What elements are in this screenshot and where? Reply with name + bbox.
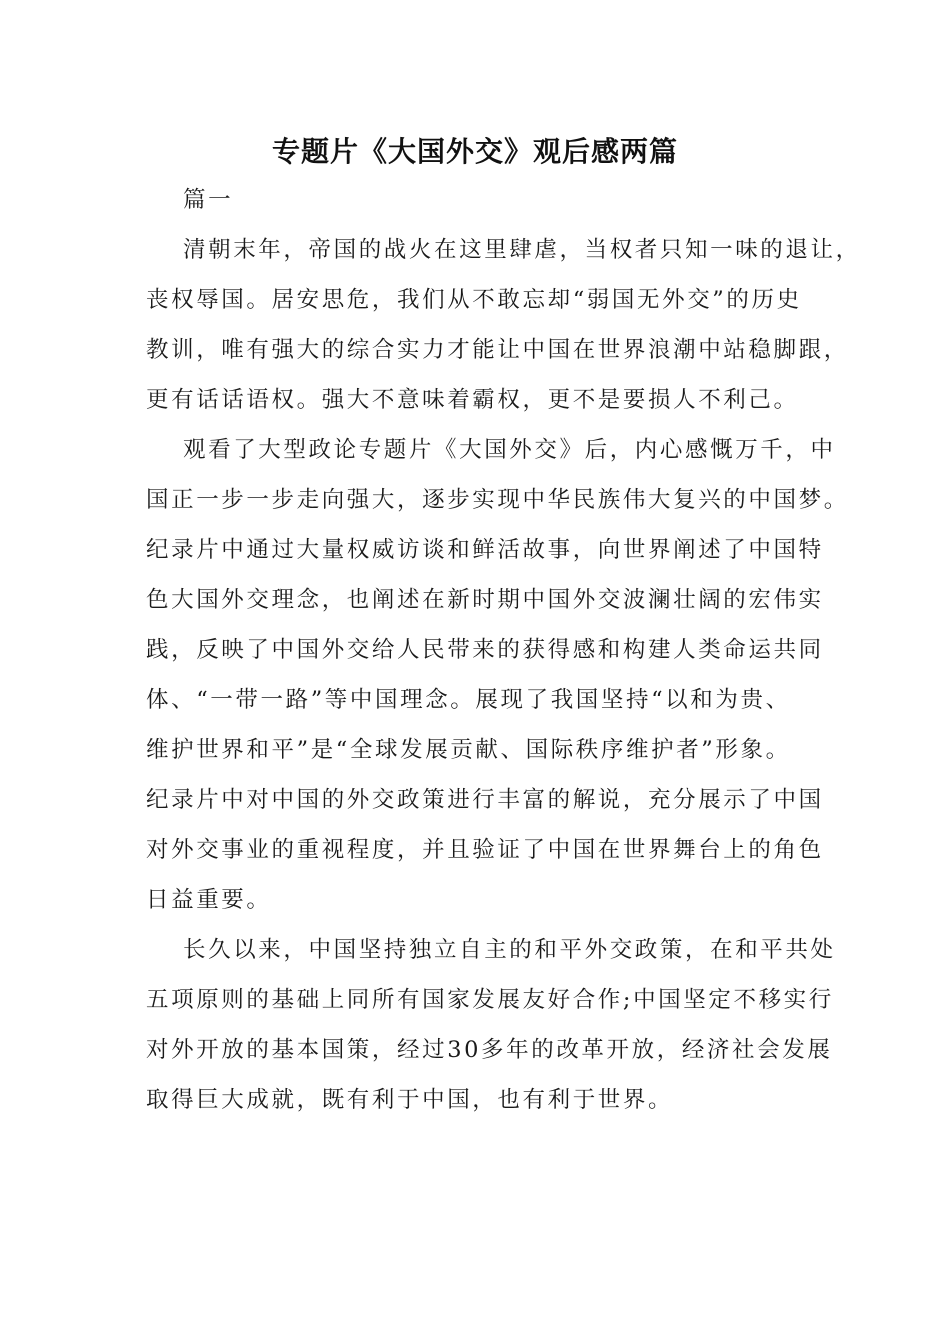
paragraph-line: 色大国外交理念，也阐述在新时期中国外交波澜壮阔的宏伟实 xyxy=(146,587,824,613)
paragraph-line: 对外开放的基本国策，经过30多年的改革开放，经济社会发展 xyxy=(146,1037,833,1063)
paragraph-line: 更有话话语权。强大不意味着霸权，更不是要损人不利己。 xyxy=(146,387,799,413)
paragraph-line: 日益重要。 xyxy=(146,887,272,913)
paragraph-line: 观看了大型政论专题片《大国外交》后，内心感慨万千，中 xyxy=(183,437,836,463)
section-label: 篇一 xyxy=(183,187,234,213)
paragraph-line: 取得巨大成就，既有利于中国，也有利于世界。 xyxy=(146,1087,674,1113)
paragraph-line: 对外交事业的重视程度，并且验证了中国在世界舞台上的角色 xyxy=(146,837,824,863)
paragraph-line: 国正一步一步走向强大，逐步实现中华民族伟大复兴的中国梦。 xyxy=(146,487,849,513)
document-title: 专题片《大国外交》观后感两篇 xyxy=(271,135,678,168)
paragraph-line: 体、“一带一路”等中国理念。展现了我国坚持“以和为贵、 xyxy=(146,687,791,713)
paragraph-line: 五项原则的基础上同所有国家发展友好合作;中国坚定不移实行 xyxy=(146,987,834,1013)
paragraph-line: 维护世界和平”是“全球发展贡献、国际秩序维护者”形象。 xyxy=(146,737,791,763)
paragraph-line: 长久以来，中国坚持独立自主的和平外交政策，在和平共处 xyxy=(183,937,836,963)
paragraph-line: 丧权辱国。居安思危，我们从不敢忘却“弱国无外交”的历史 xyxy=(146,287,802,313)
paragraph-line: 纪录片中对中国的外交政策进行丰富的解说，充分展示了中国 xyxy=(146,787,824,813)
paragraph-line: 清朝末年，帝国的战火在这里肆虐，当权者只知一味的退让， xyxy=(183,237,861,263)
paragraph-line: 教训，唯有强大的综合实力才能让中国在世界浪潮中站稳脚跟， xyxy=(146,337,849,363)
paragraph-line: 纪录片中通过大量权威访谈和鲜活故事，向世界阐述了中国特 xyxy=(146,537,824,563)
paragraph-line: 践，反映了中国外交给人民带来的获得感和构建人类命运共同 xyxy=(146,637,824,663)
